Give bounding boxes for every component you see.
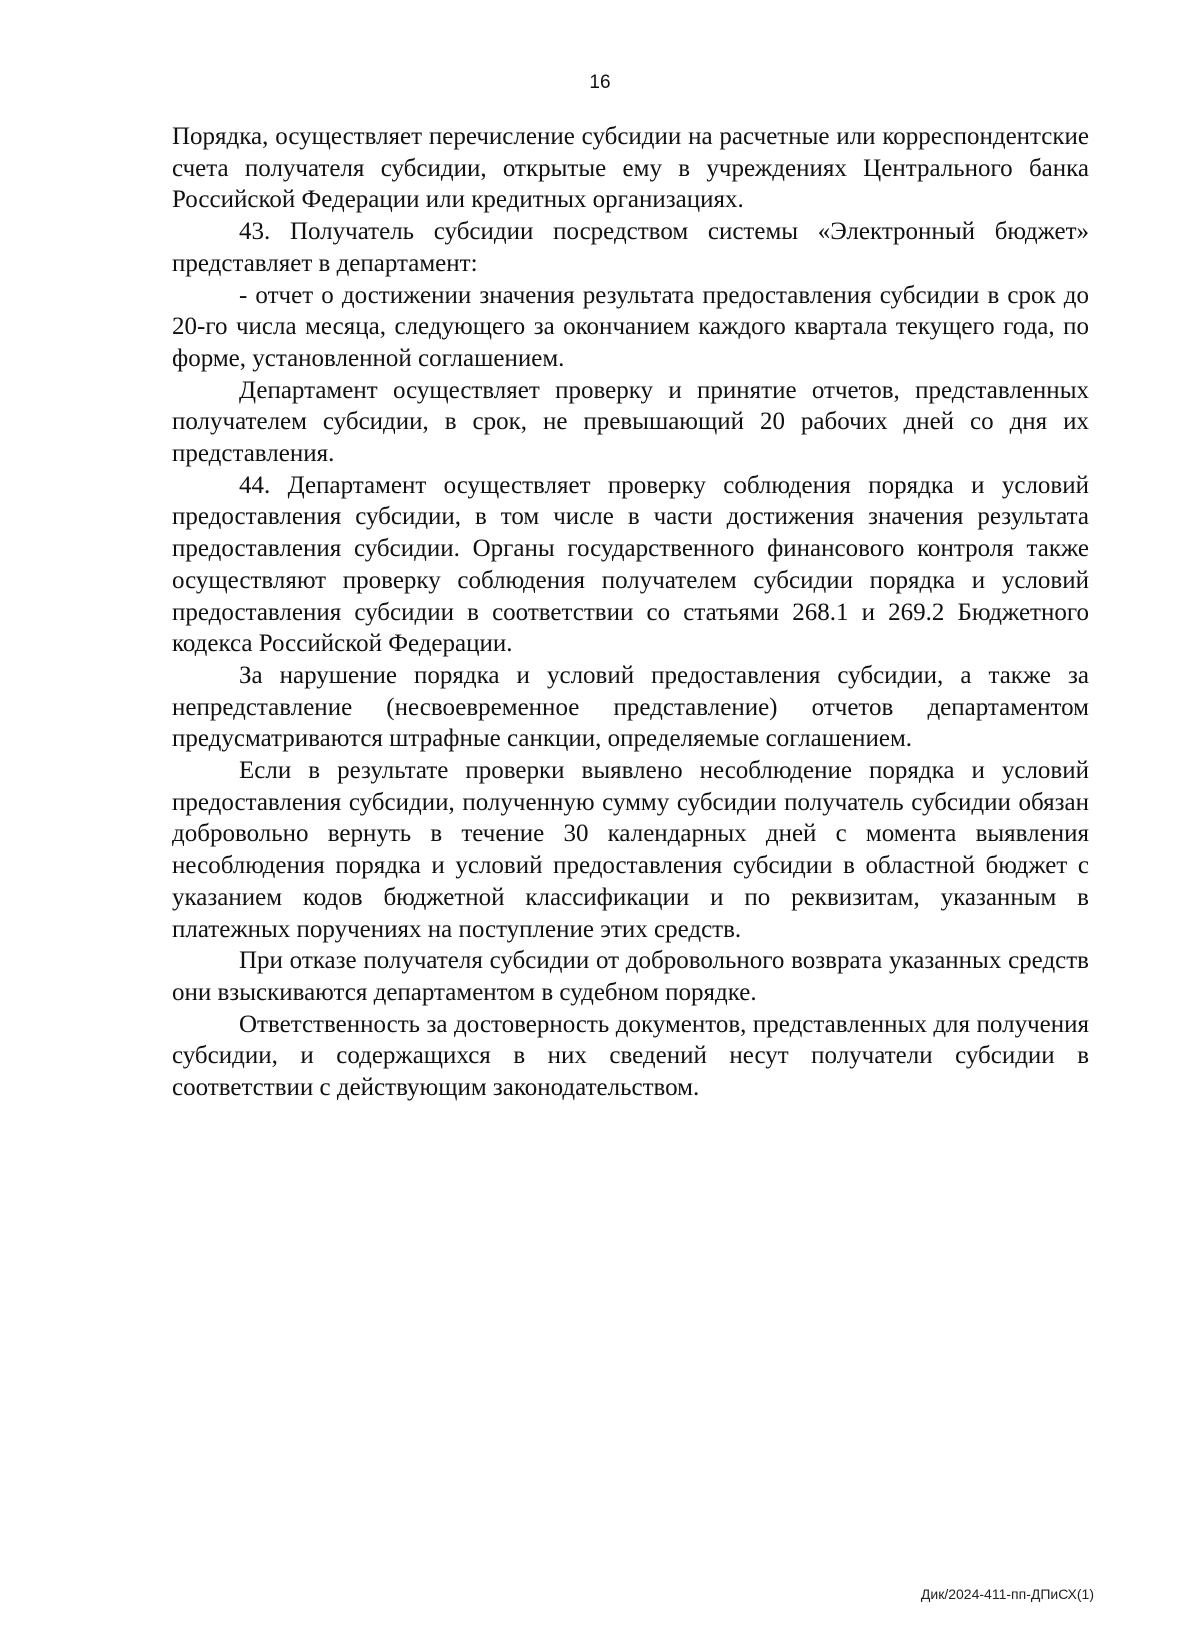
paragraph-responsibility: Ответственность за достоверность документов, представленных для получения субсидии, и содержащихся в них сведений несут получатели субсидии в соответствии с действующим законодательством. [172,1010,1089,1102]
document-body [172,121,1089,1104]
paragraph-penalties: За нарушение порядка и условий предоставления субсидии, а также за непредставление (несвоевременное представление) отчетов департаментом предусматриваются штрафные санкции, определяемые соглашением. [172,661,1089,753]
paragraph-item-43: 43. Получатель субсидии посредством системы «Электронный бюджет» представляет в департамент: [172,218,1089,277]
paragraph-refund: Если в результате проверки выявлено несоблюдение порядка и условий предоставления субсидии, полученную сумму субсидии получатель субсидии обязан добровольно вернуть в течение 30 календарных дней с момента выявления несоблюдения порядка и условий предоставления субсидии в областной бюджет с указанием кодов бюджетной классификации и по реквизитам, указанным в платежных поручениях на поступление этих средств. [172,757,1089,943]
paragraph-report-requirement: - отчет о достижении значения результата предоставления субсидии в срок до 20-го числа месяца, следующего за окончанием каждого квартала текущего года, по форме, установленной соглашением. [172,281,1089,372]
paragraph-report-verification: Департамент осуществляет проверку и принятие отчетов, представленных получателем субсидии, в срок, не превышающий 20 рабочих дней со дня их представления. [172,376,1089,468]
paragraph-continuation: Порядка, осуществляет перечисление субсидии на расчетные или корреспондентские счета получателя субсидии, открытые ему в учреждениях Центрального банка Российской Федерации или кредитных организациях. [172,123,1089,214]
page-number: 16 [589,72,611,93]
paragraph-court-recovery: При отказе получателя субсидии от добровольного возврата указанных средств они взыскиваются департаментом в судебном порядке. [172,947,1089,1006]
document-code: Дик/2024-411-пп-ДПиСХ(1) [920,1586,1094,1602]
paragraph-item-44: 44. Департамент осуществляет проверку соблюдения порядка и условий предоставления субсидии, в том числе в части достижения значения результата предоставления субсидии. Органы государственного финансового контроля также осуществляют проверку соблюдения получателем субсидии порядка и условий предоставления субсидии в соответствии со статьями 268.1 и 269.2 Бюджетного кодекса Российской Федерации. [172,471,1089,658]
